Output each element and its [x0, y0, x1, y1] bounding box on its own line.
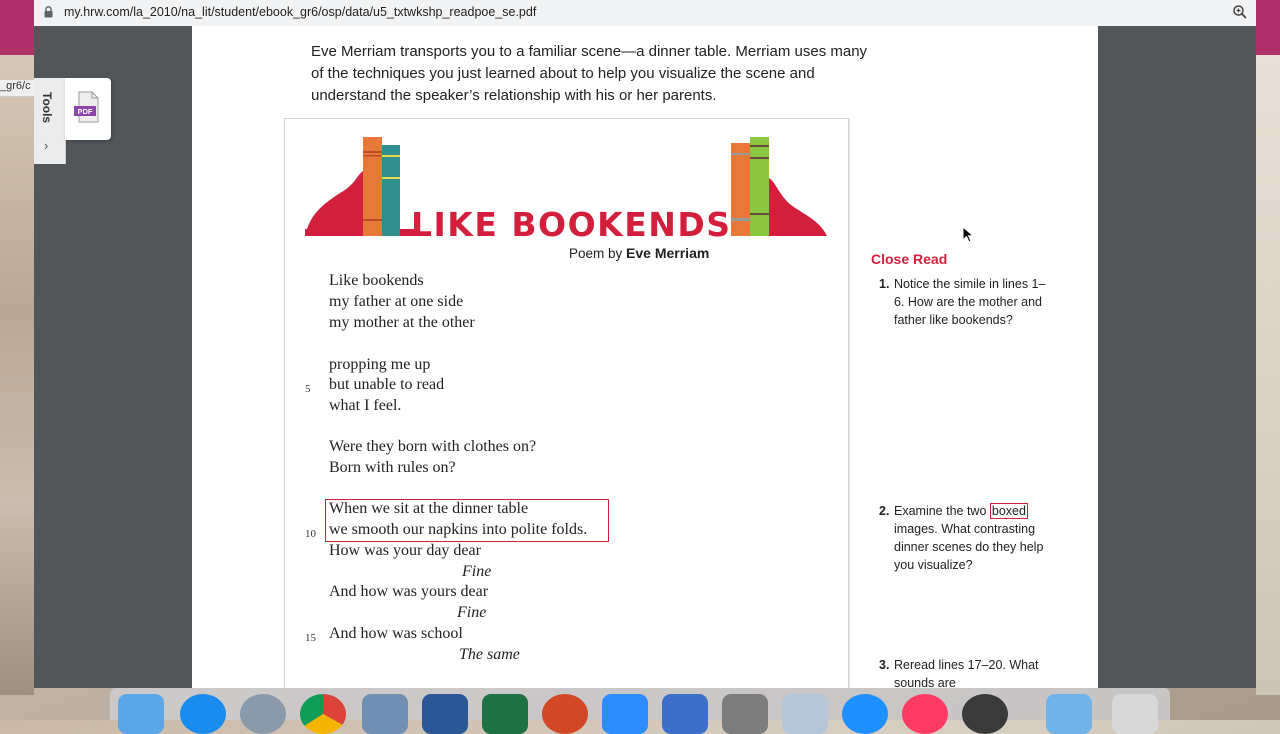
trash-icon[interactable]: [1112, 694, 1158, 734]
poem-byline: [569, 245, 709, 261]
poem-line: propping me up: [329, 356, 431, 373]
pdf-badge-text: PDF: [77, 107, 93, 116]
app-store-icon[interactable]: [180, 694, 226, 734]
poem-line: Born with rules on?: [329, 459, 456, 476]
launchpad-icon[interactable]: [240, 694, 286, 734]
dock: [110, 688, 1170, 720]
byline-author: Eve Merriam: [626, 245, 710, 261]
question-text: [894, 502, 1049, 574]
poem-line: we smooth our napkins into polite folds.: [329, 521, 588, 538]
system-preferences-icon[interactable]: [722, 694, 768, 734]
poem-line: When we sit at the dinner table: [329, 500, 529, 517]
question-number: 2.: [879, 504, 890, 518]
url-text[interactable]: my.hrw.com/la_2010/na_lit/student/ebook_gr6/osp/data/u5_txtwkshp_readpoe_se.pdf: [64, 5, 537, 19]
poem-line: Were they born with clothes on?: [329, 438, 537, 455]
chrome-icon[interactable]: [300, 694, 346, 734]
poem-line: Fine: [457, 604, 487, 621]
browser-window: [34, 0, 1256, 688]
right-bookend: [769, 178, 827, 236]
tools-label[interactable]: Tools: [40, 92, 54, 124]
line-number: 5: [305, 383, 311, 395]
desktop-wallpaper-top-left: [0, 0, 34, 55]
poem-line: Fine: [462, 563, 492, 580]
pdf-file-icon: [65, 78, 111, 140]
desktop-wallpaper-right: [1256, 55, 1280, 695]
question-text: Notice the simile in lines 1–6. How are the mother and father like bookends?: [894, 277, 1046, 327]
poem-line: The same: [459, 646, 520, 663]
boxed-image-highlight: [325, 499, 609, 542]
question-text-part: images. What contrasting dinner scenes do they help you visualize?: [894, 522, 1044, 572]
address-bar[interactable]: [34, 0, 1256, 27]
question-3: [879, 656, 1049, 688]
poem-line: but unable to read: [329, 376, 445, 393]
question-number: 3.: [879, 658, 890, 672]
zoom-icon[interactable]: [1232, 4, 1248, 20]
poem-box: [284, 118, 849, 688]
poem-line: And how was yours dear: [329, 583, 489, 600]
tools-panel[interactable]: [34, 78, 66, 164]
preview-icon[interactable]: [362, 694, 408, 734]
folder-icon[interactable]: [1046, 694, 1092, 734]
powerpoint-icon[interactable]: [542, 694, 588, 734]
question-text: Reread lines 17–20. What sounds are: [894, 658, 1039, 688]
boxed-word: boxed: [991, 504, 1026, 518]
close-read-sidebar: [871, 251, 1071, 688]
pdf-page: [192, 26, 1098, 688]
poem-line: Like bookends: [329, 272, 424, 289]
book-teal-left: [382, 145, 400, 236]
lock-icon: [44, 6, 53, 18]
photo-icon[interactable]: [782, 694, 828, 734]
close-read-heading: Close Read: [871, 251, 948, 267]
quicktime-icon[interactable]: [962, 694, 1008, 734]
chevron-right-icon[interactable]: ›: [44, 138, 49, 153]
poem-line: my mother at the other: [329, 314, 475, 331]
book-orange-right: [731, 143, 750, 236]
desktop-wallpaper-top-right: [1256, 0, 1280, 55]
zoom-icon[interactable]: [602, 694, 648, 734]
book-green-right: [750, 137, 769, 236]
word-icon[interactable]: [422, 694, 468, 734]
poem-line: And how was school: [329, 625, 463, 642]
question-1: [879, 275, 1049, 329]
desktop-wallpaper-left: [0, 55, 34, 695]
safari-icon[interactable]: [842, 694, 888, 734]
pdf-tool-button[interactable]: [65, 78, 111, 140]
poem-line: How was your day dear: [329, 542, 481, 559]
question-2: [879, 502, 1049, 574]
music-icon[interactable]: [902, 694, 948, 734]
line-number: 10: [305, 528, 316, 540]
excel-icon[interactable]: [482, 694, 528, 734]
poem-line: what I feel.: [329, 397, 402, 414]
byline-prefix: Poem by: [569, 246, 627, 261]
background-window-url: _gr6/c: [0, 80, 34, 97]
question-text-part: Examine the two: [894, 504, 990, 518]
app-icon[interactable]: [662, 694, 708, 734]
line-number: 15: [305, 632, 316, 644]
poem-title: LIKE BOOKENDS: [411, 205, 732, 244]
viewer-right-gutter: [1098, 26, 1256, 688]
left-bookend: [305, 171, 363, 236]
mouse-cursor-icon: [962, 226, 974, 244]
poem-line: my father at one side: [329, 293, 464, 310]
question-number: 1.: [879, 277, 890, 291]
finder-icon[interactable]: [118, 694, 164, 734]
intro-paragraph: Eve Merriam transports you to a familiar scene—a dinner table. Merriam uses many of the techniques you just learned about to help you visualize the scene and understand the speaker’s relationship with his or her parents.: [311, 43, 868, 104]
